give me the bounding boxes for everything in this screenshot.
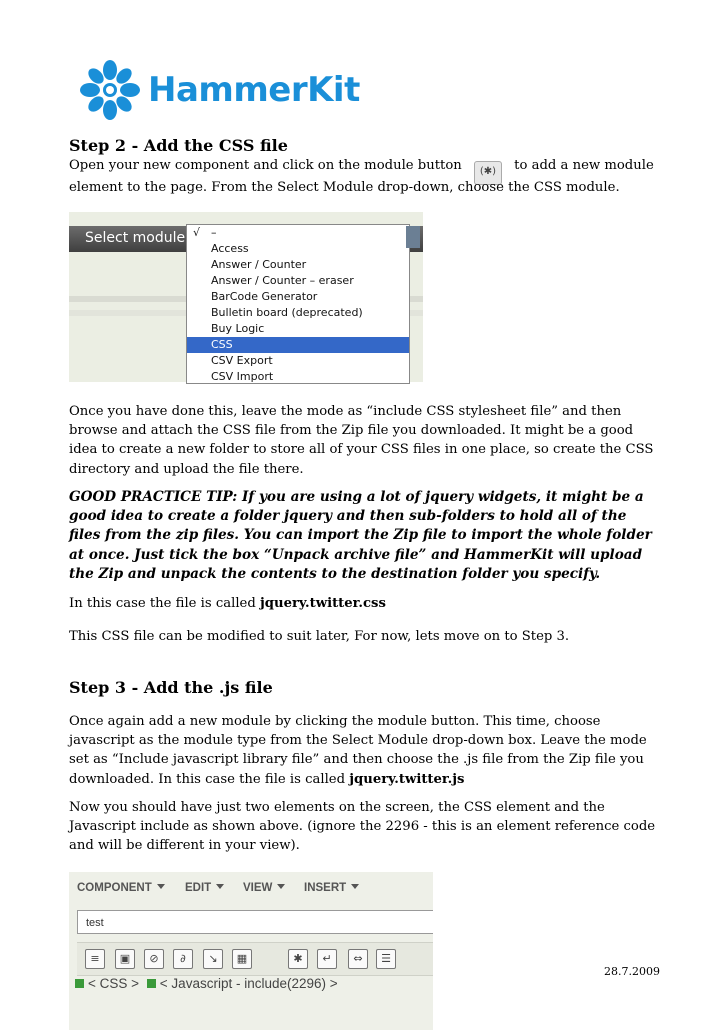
menu-view[interactable]: VIEW bbox=[243, 882, 285, 894]
dropdown-option-selected[interactable]: CSS bbox=[187, 337, 409, 353]
step2-paragraph: Once you have done this, leave the mode as “include CSS stylesheet file” and then browse and attach the CSS file from the Zip file you downloaded. It might be a good idea to create a new folder to store all of your CSS files in one place, so create the CSS directory and upload the file there. bbox=[69, 404, 654, 477]
good-practice-tip: GOOD PRACTICE TIP: If you are using a lot of jquery widgets, it might be a good idea to create a folder jquery and then sub-folders to hold all of the files from the zip files. You can import the Zip file to import the whole folder at once. Just tick the box “Unpack archive file” and HammerKit will upload the Zip and unpack the contents to the destination folder you specify. bbox=[69, 489, 652, 582]
step2-line2: element to the page. From the Select Module drop-down, choose the CSS module. bbox=[69, 180, 620, 195]
step2-line1-b: to add a new module bbox=[514, 158, 654, 173]
menu-insert[interactable]: INSERT bbox=[304, 882, 359, 894]
module-button-icon: (✱) bbox=[474, 161, 502, 185]
dropdown-scroll-handle[interactable] bbox=[406, 226, 420, 248]
js-element-marker bbox=[147, 979, 156, 988]
dropdown-option[interactable]: √ – bbox=[193, 226, 217, 239]
list-icon[interactable]: ☰ bbox=[376, 949, 396, 969]
logo-text: HammerKit bbox=[148, 70, 360, 110]
select-module-dropdown[interactable] bbox=[186, 224, 410, 384]
step3-text: Once again add a new module by clicking the module button. This time, choose javascript as the module type from the Select Module drop-down box. Leave the mode set as “Include javascript library file” and then choose the .js file from the Zip file you downloaded. In this case the file is called bbox=[69, 714, 647, 787]
resize-icon[interactable]: ↘ bbox=[203, 949, 223, 969]
step2-heading: Step 2 - Add the CSS file bbox=[69, 136, 288, 155]
logo bbox=[78, 58, 358, 118]
dropdown-option[interactable]: Buy Logic bbox=[211, 322, 265, 335]
chevron-down-icon bbox=[277, 884, 285, 889]
js-file-name: jquery.twitter.js bbox=[349, 771, 465, 787]
chevron-down-icon bbox=[157, 884, 165, 889]
hammerkit-flower-icon bbox=[78, 58, 142, 122]
select-module-label: Select module bbox=[85, 230, 186, 246]
footer-date: 28.7.2009 bbox=[604, 965, 660, 978]
css-file-line bbox=[69, 594, 661, 613]
step3-paragraph-2: Now you should have just two elements on the screen, the CSS element and the Javascript include as shown above. (ignore the 2296 - this is an element reference code and will be different in your view). bbox=[69, 800, 656, 854]
dropdown-option[interactable]: Answer / Counter – eraser bbox=[211, 274, 354, 287]
menu-edit[interactable]: EDIT bbox=[185, 882, 224, 894]
crumb-js[interactable]: < Javascript - include(2296) > bbox=[159, 976, 338, 991]
crumb-css[interactable]: < CSS > bbox=[88, 976, 140, 991]
dropdown-option[interactable]: Answer / Counter bbox=[211, 258, 307, 271]
dropdown-option[interactable]: CSV Import bbox=[211, 370, 274, 383]
code-icon[interactable]: ⇔ bbox=[348, 949, 368, 969]
link-icon[interactable]: ⊘ bbox=[144, 949, 164, 969]
chevron-down-icon bbox=[216, 884, 224, 889]
editor-screenshot bbox=[69, 872, 433, 1030]
dropdown-option[interactable]: BarCode Generator bbox=[211, 290, 318, 303]
return-icon[interactable]: ↵ bbox=[317, 949, 337, 969]
element-breadcrumb bbox=[75, 976, 338, 991]
dropdown-option[interactable]: Access bbox=[211, 242, 249, 255]
check-icon: √ bbox=[193, 226, 201, 239]
table-icon[interactable]: ▦ bbox=[232, 949, 252, 969]
component-name-input[interactable]: test bbox=[77, 910, 433, 934]
module-icon[interactable]: ✱ bbox=[288, 949, 308, 969]
dropdown-option[interactable]: Bulletin board (deprecated) bbox=[211, 306, 363, 319]
menu-component[interactable]: COMPONENT bbox=[77, 882, 165, 894]
attach-icon[interactable]: ∂ bbox=[173, 949, 193, 969]
css-file-prefix: In this case the file is called bbox=[69, 596, 260, 611]
css-file-name: jquery.twitter.css bbox=[259, 596, 386, 611]
text-icon[interactable]: ≡ bbox=[85, 949, 105, 969]
step3-heading: Step 3 - Add the .js file bbox=[69, 678, 273, 697]
step3-paragraph bbox=[69, 712, 661, 789]
image-icon[interactable]: ▣ bbox=[115, 949, 135, 969]
modify-line: This CSS file can be modified to suit later, For now, lets move on to Step 3. bbox=[69, 629, 570, 644]
chevron-down-icon bbox=[351, 884, 359, 889]
dropdown-option[interactable]: CSV Export bbox=[211, 354, 273, 367]
css-element-marker bbox=[75, 979, 84, 988]
editor-toolbar bbox=[77, 942, 433, 976]
step2-line1-a: Open your new component and click on the module button bbox=[69, 158, 462, 173]
